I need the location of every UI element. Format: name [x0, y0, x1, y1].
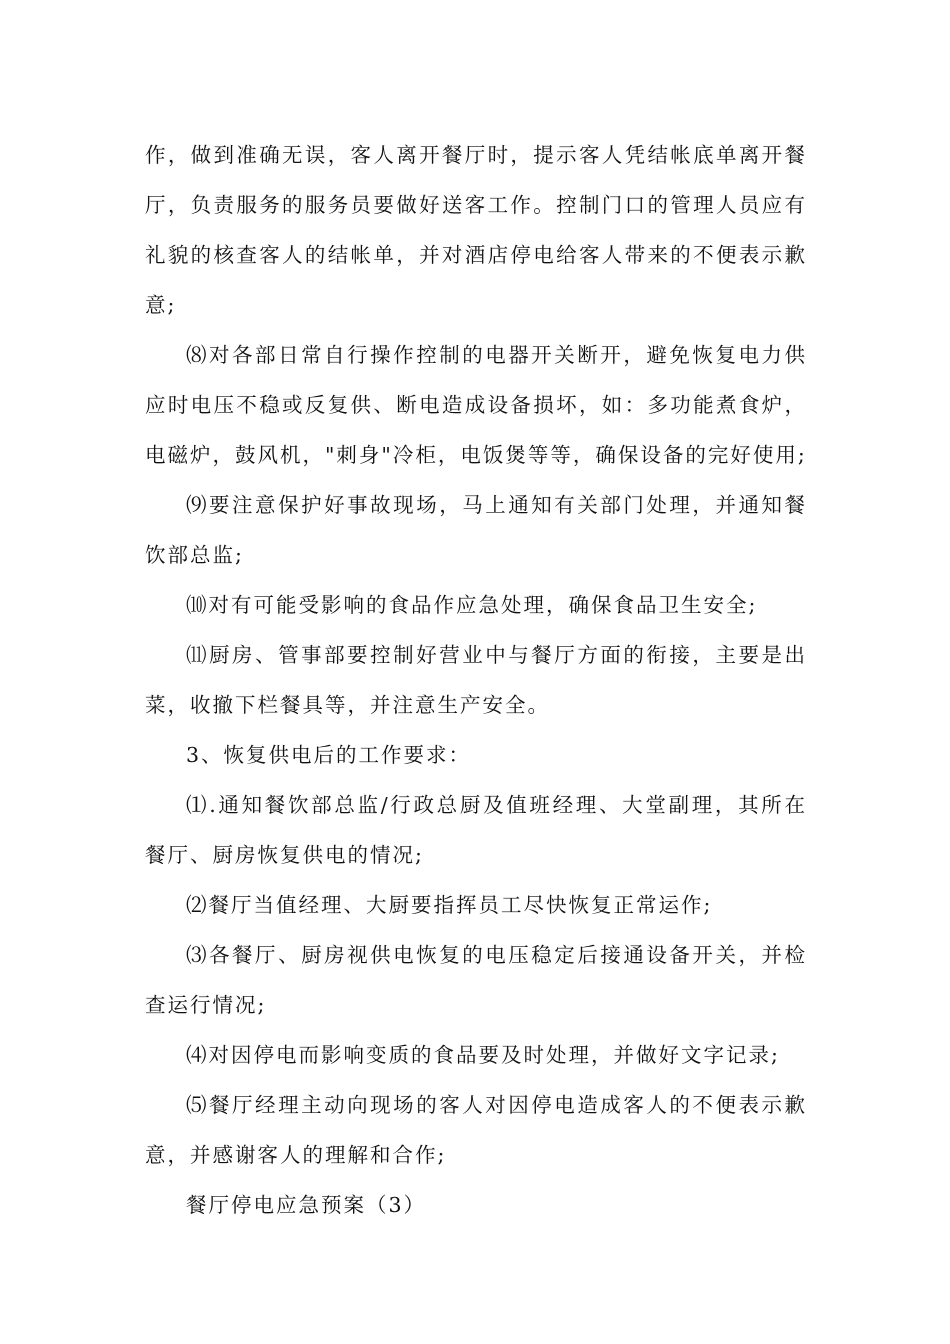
paragraph-restore-5: ⑸餐厅经理主动向现场的客人对因停电造成客人的不便表示歉意，并感谢客人的理解和合作; [145, 1093, 807, 1167]
paragraph-restore-3: ⑶各餐厅、厨房视供电恢复的电压稳定后接通设备开关，并检查运行情况; [145, 943, 807, 1017]
paragraph-restore-1: ⑴.通知餐饮部总监/行政总厨及值班经理、大堂副理，其所在餐厅、厨房恢复供电的情况; [145, 793, 807, 867]
paragraph-item-10: ⑽对有可能受影响的食品作应急处理，确保食品卫生安全; [186, 593, 758, 617]
paragraph-item-9: ⑼要注意保护好事故现场，马上通知有关部门处理，并通知餐饮部总监; [145, 493, 807, 567]
paragraph-item-11: ⑾厨房、管事部要控制好营业中与餐厅方面的衔接，主要是出菜，收撤下栏餐具等，并注意生产安全。 [145, 643, 807, 717]
document-body [145, 130, 807, 1230]
paragraph-continuation: 作，做到准确无误，客人离开餐厅时，提示客人凭结帐底单离开餐厅，负责服务的服务员要做好送客工作。控制门口的管理人员应有礼貌的核查客人的结帐单，并对酒店停电给客人带来的不便表示歉意; [145, 143, 807, 317]
paragraph-restore-4: ⑷对因停电而影响变质的食品要及时处理，并做好文字记录; [186, 1043, 780, 1067]
next-section-title: 餐厅停电应急预案（3） [186, 1193, 427, 1217]
section-heading-3: 3、恢复供电后的工作要求： [186, 743, 472, 767]
paragraph-restore-2: ⑵餐厅当值经理、大厨要指挥员工尽快恢复正常运作; [186, 893, 713, 917]
paragraph-item-8: ⑻对各部日常自行操作控制的电器开关断开，避免恢复电力供应时电压不稳或反复供、断电造成设备损坏，如：多功能煮食炉，电磁炉，鼓风机，"刺身"冷柜，电饭煲等等，确保设备的完好使用; [145, 343, 807, 467]
